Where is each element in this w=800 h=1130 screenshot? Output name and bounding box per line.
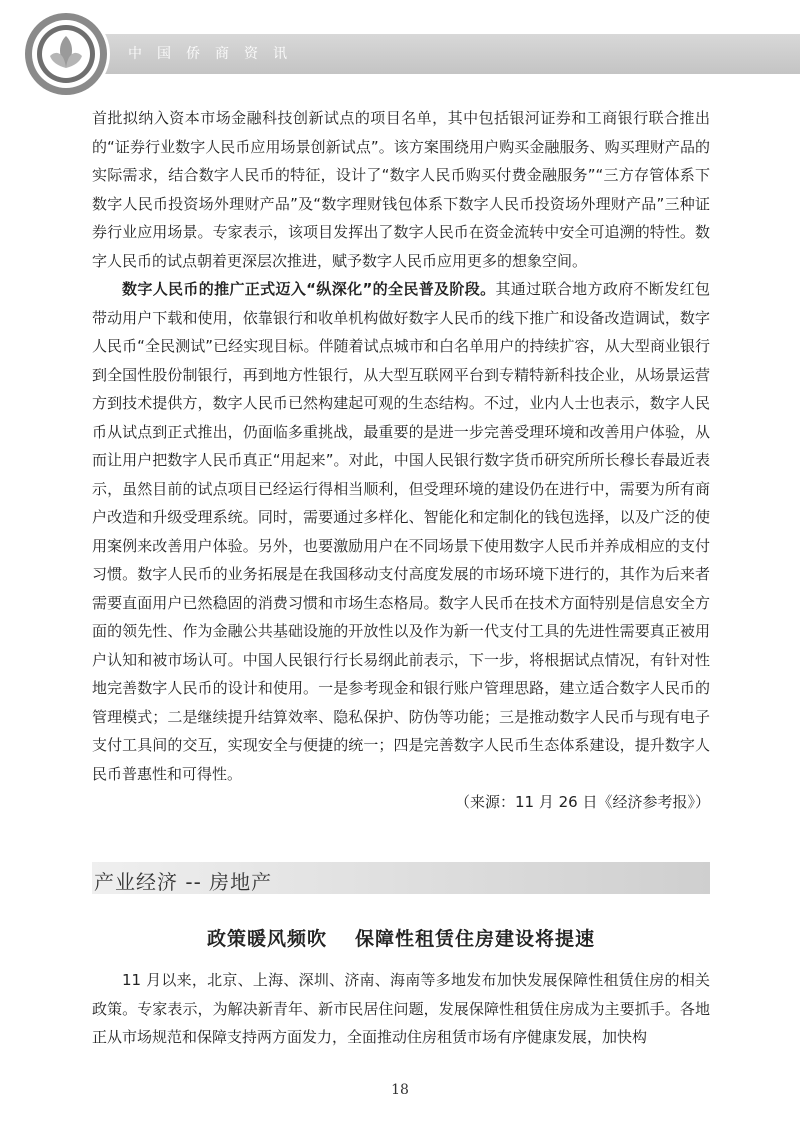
section-title: 产业经济 -- 房地产 (94, 870, 273, 894)
article-title (92, 924, 710, 951)
article2-body (92, 966, 710, 1052)
article-title-part-b: 保障性租赁住房建设将提速 (355, 928, 596, 950)
bold-lead-sentence: 数字人民币的推广正式迈入“纵深化”的全民普及阶段。 (122, 280, 496, 298)
article-title-part-a: 政策暖风频吹 (206, 928, 327, 950)
page-number: 18 (391, 1082, 409, 1098)
paragraph: 11 月以来，北京、上海、深圳、济南、海南等多地发布加快发展保障性租赁住房的相关政策。专家表示，为解决新青年、新市民居住问题，发展保障性租赁住房成为主要抓手。各地正从市场规范和保障支持两方面发力，全面推动住房租赁市场有序健康发展，加快构 (92, 971, 710, 1046)
header-title: 中国侨商资讯 (128, 46, 302, 62)
paragraph (92, 275, 710, 788)
paragraph: 首批拟纳入资本市场金融科技创新试点的项目名单，其中包括银河证券和工商银行联合推出的“证券行业数字人民币应用场景创新试点”。该方案围绕用户购买金融服务、购买理财产品的实际需求，结合数字人民币的特征，设计了“数字人民币购买付费金融服务”“三方存管体系下数字人民币投资场外理财产品”及“数字理财钱包体系下数字人民币投资场外理财产品”三种证券行业应用场景。专家表示，该项目发挥出了数字人民币在资金流转中安全可追溯的特性。数字人民币的试点朝着更深层次推进，赋予数字人民币应用更多的想象空间。 (92, 109, 710, 270)
logo-emblem (20, 8, 112, 100)
paragraph-text: 其通过联合地方政府不断发红包带动用户下载和使用，依靠银行和收单机构做好数字人民币的线下推广和设备改造调试，数字人民币“全民测试”已经实现目标。伴随着试点城市和白名单用户的持续扩容，从大型商业银行到全国性股份制银行，再到地方性银行，从大型互联网平台到专精特新科技企业，从场景运营方到技术提供方，数字人民币已然构建起可观的生态结构。不过，业内人士也表示，数字人民币从试点到正式推出，仍面临多重挑战，最重要的是进一步完善受理环境和改善用户体验，从而让用户把数字人民币真正“用起来”。对此，中国人民银行数字货币研究所所长穆长春最近表示，虽然目前的试点项目已经运行得相当顺利，但受理环境的建设仍在进行中，需要为所有商户改造和升级受理系统。同时，需要通过多样化、智能化和定制化的钱包选择，以及广泛的使用案例来改善用户体验。另外，也要激励用户在不同场景下使用数字人民币并养成相应的支付习惯。数字人民币的业务拓展是在我国移动支付高度发展的市场环境下进行的，其作为后来者需要直面用户已然稳固的消费习惯和市场生态格局。数字人民币在技术方面特别是信息安全方面的领先性、作为金融公共基础设施的开放性以及作为新一代支付工具的先进性需要真正被用户认知和被市场认可。中国人民银行行长易纲此前表示，下一步，将根据试点情况，有针对性地完善数字人民币的设计和使用。一是参考现金和银行账户管理思路，建立适合数字人民币的管理模式；二是继续提升结算效率、隐私保护、防伪等功能；三是推动数字人民币与现有电子支付工具间的交互，实现安全与便捷的统一；四是完善数字人民币生态体系建设，提升数字人民币普惠性和可得性。 (92, 280, 710, 783)
source-citation: （来源：11 月 26 日《经济参考报》） (455, 793, 710, 811)
article-body (92, 104, 710, 817)
